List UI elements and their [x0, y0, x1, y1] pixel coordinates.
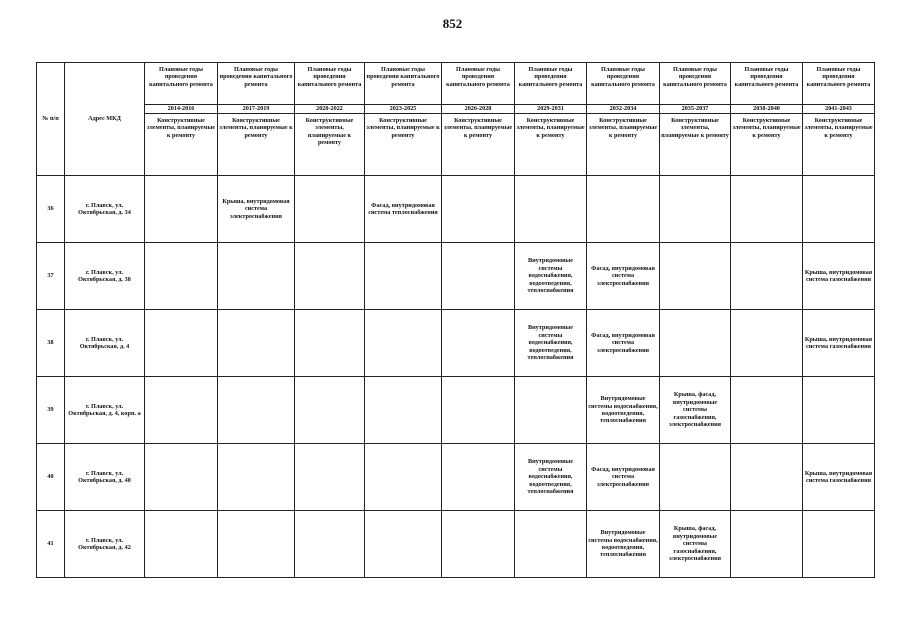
table-row	[37, 444, 875, 511]
row-number: 41	[37, 511, 65, 578]
header-elements-2: Конструктивные элементы, планируемые к ремонту	[295, 114, 365, 176]
table-row	[37, 243, 875, 310]
row-address: г. Плавск, ул. Октябрьская, д. 40	[65, 444, 145, 511]
plan-cell-0	[145, 511, 218, 578]
plan-cell-9: Крыша, внутридомовая система газоснабжения	[803, 243, 875, 310]
plan-cell-7	[660, 243, 731, 310]
plan-cell-5: Внутридомовые системы водоснабжения, водоотведения, теплоснабжения	[515, 310, 587, 377]
table-body	[37, 63, 875, 578]
plan-cell-4	[442, 377, 515, 444]
header-period-2: 2020-2022	[295, 105, 365, 114]
plan-cell-8	[731, 511, 803, 578]
header-period-8: 2038-2040	[731, 105, 803, 114]
plan-cell-7	[660, 444, 731, 511]
plan-cell-8	[731, 377, 803, 444]
plan-cell-4	[442, 243, 515, 310]
header-elements-7: Конструктивные элементы, планируемые к ремонту	[660, 114, 731, 176]
plan-cell-2	[295, 444, 365, 511]
page-number: 852	[442, 16, 463, 31]
plan-cell-3	[365, 511, 442, 578]
plan-cell-6	[587, 176, 660, 243]
plan-cell-7	[660, 176, 731, 243]
header-elements-6: Конструктивные элементы, планируемые к ремонту	[587, 114, 660, 176]
plan-cell-2	[295, 511, 365, 578]
plan-cell-8	[731, 176, 803, 243]
capital-repair-table	[36, 62, 875, 578]
header-planned-years-1: Плановые годы проведения капитального ремонта	[218, 63, 295, 105]
plan-cell-4	[442, 310, 515, 377]
header-elements-5: Конструктивные элементы, планируемые к ремонту	[515, 114, 587, 176]
plan-cell-0	[145, 310, 218, 377]
plan-cell-0	[145, 444, 218, 511]
plan-cell-9	[803, 377, 875, 444]
table-row	[37, 377, 875, 444]
row-number: 38	[37, 310, 65, 377]
header-planned-years-7: Плановые годы проведения капитального ремонта	[660, 63, 731, 105]
plan-cell-0	[145, 243, 218, 310]
plan-cell-3: Фасад, внутридомовая система теплоснабжения	[365, 176, 442, 243]
plan-cell-5	[515, 377, 587, 444]
row-number: 36	[37, 176, 65, 243]
plan-cell-6: Внутридомовые системы водоснабжения, водоотведения, теплоснабжения	[587, 511, 660, 578]
plan-cell-9	[803, 176, 875, 243]
header-period-6: 2032-2034	[587, 105, 660, 114]
plan-cell-6: Внутридомовые системы водоснабжения, водоотведения, теплоснабжения	[587, 377, 660, 444]
plan-cell-3	[365, 243, 442, 310]
plan-cell-1	[218, 511, 295, 578]
row-address: г. Плавск, ул. Октябрьская, д. 4, корп. а	[65, 377, 145, 444]
plan-cell-0	[145, 176, 218, 243]
plan-cell-1	[218, 310, 295, 377]
row-address: г. Плавск, ул. Октябрьская, д. 34	[65, 176, 145, 243]
plan-cell-9: Крыша, внутридомовая система газоснабжения	[803, 310, 875, 377]
header-planned-years-9: Плановые годы проведения капитального ремонта	[803, 63, 875, 105]
plan-cell-8	[731, 444, 803, 511]
row-number: 39	[37, 377, 65, 444]
header-planned-years-0: Плановые годы проведения капитального ремонта	[145, 63, 218, 105]
row-address: г. Плавск, ул. Октябрьская, д. 42	[65, 511, 145, 578]
plan-cell-2	[295, 243, 365, 310]
header-planned-years-5: Плановые годы проведения капитального ремонта	[515, 63, 587, 105]
header-row-periods	[37, 105, 875, 114]
row-number: 40	[37, 444, 65, 511]
header-period-7: 2035-2037	[660, 105, 731, 114]
plan-cell-9: Крыша, внутридомовая система газоснабжения	[803, 444, 875, 511]
row-address: г. Плавск, ул. Октябрьская, д. 4	[65, 310, 145, 377]
plan-cell-1	[218, 243, 295, 310]
plan-cell-3	[365, 444, 442, 511]
plan-cell-5	[515, 511, 587, 578]
plan-cell-5: Внутридомовые системы водоснабжения, водоотведения, теплоснабжения	[515, 444, 587, 511]
header-elements-3: Конструктивные элементы, планируемые к ремонту	[365, 114, 442, 176]
plan-cell-1: Крыша, внутридомовая система электроснабжения	[218, 176, 295, 243]
plan-cell-4	[442, 176, 515, 243]
header-period-4: 2026-2028	[442, 105, 515, 114]
plan-cell-9	[803, 511, 875, 578]
plan-cell-2	[295, 377, 365, 444]
plan-cell-2	[295, 310, 365, 377]
plan-cell-8	[731, 310, 803, 377]
row-number: 37	[37, 243, 65, 310]
header-row-elements	[37, 114, 875, 176]
plan-cell-3	[365, 310, 442, 377]
header-address: Адрес МКД	[65, 63, 145, 176]
table-row	[37, 310, 875, 377]
header-planned-years-4: Плановые годы проведения капитального ремонта	[442, 63, 515, 105]
header-period-1: 2017-2019	[218, 105, 295, 114]
plan-cell-1	[218, 444, 295, 511]
plan-cell-4	[442, 511, 515, 578]
plan-cell-4	[442, 444, 515, 511]
header-planned-years-8: Плановые годы проведения капитального ремонта	[731, 63, 803, 105]
header-planned-years-6: Плановые годы проведения капитального ремонта	[587, 63, 660, 105]
header-elements-0: Конструктивные элементы, планируемые к ремонту	[145, 114, 218, 176]
plan-cell-6: Фасад, внутридомовая система электроснабжения	[587, 243, 660, 310]
header-planned-years-2: Плановые годы проведения капитального ремонта	[295, 63, 365, 105]
plan-cell-0	[145, 377, 218, 444]
plan-cell-5	[515, 176, 587, 243]
plan-cell-2	[295, 176, 365, 243]
header-elements-1: Конструктивные элементы, планируемые к ремонту	[218, 114, 295, 176]
table-row	[37, 176, 875, 243]
header-num: № п/п	[37, 63, 65, 176]
plan-cell-7: Крыша, фасад, внутридомовые системы газоснабжения, электроснабжения	[660, 511, 731, 578]
plan-cell-7	[660, 310, 731, 377]
header-period-0: 2014-2016	[145, 105, 218, 114]
plan-cell-3	[365, 377, 442, 444]
plan-cell-6: Фасад, внутридомовая система электроснабжения	[587, 444, 660, 511]
plan-cell-1	[218, 377, 295, 444]
plan-cell-8	[731, 243, 803, 310]
header-planned-years-3: Плановые годы проведения капитального ремонта	[365, 63, 442, 105]
header-row-planned-years	[37, 63, 875, 105]
row-address: г. Плавск, ул. Октябрьская, д. 38	[65, 243, 145, 310]
table-row	[37, 511, 875, 578]
header-elements-9: Конструктивные элементы, планируемые к ремонту	[803, 114, 875, 176]
plan-cell-6: Фасад, внутридомовая система электроснабжения	[587, 310, 660, 377]
header-period-3: 2023-2025	[365, 105, 442, 114]
header-period-5: 2029-2031	[515, 105, 587, 114]
header-elements-8: Конструктивные элементы, планируемые к ремонту	[731, 114, 803, 176]
header-elements-4: Конструктивные элементы, планируемые к ремонту	[442, 114, 515, 176]
header-period-9: 2041-2043	[803, 105, 875, 114]
plan-cell-5: Внутридомовые системы водоснабжения, водоотведения, теплоснабжения	[515, 243, 587, 310]
plan-cell-7: Крыша, фасад, внутридомовые системы газоснабжения, электроснабжения	[660, 377, 731, 444]
